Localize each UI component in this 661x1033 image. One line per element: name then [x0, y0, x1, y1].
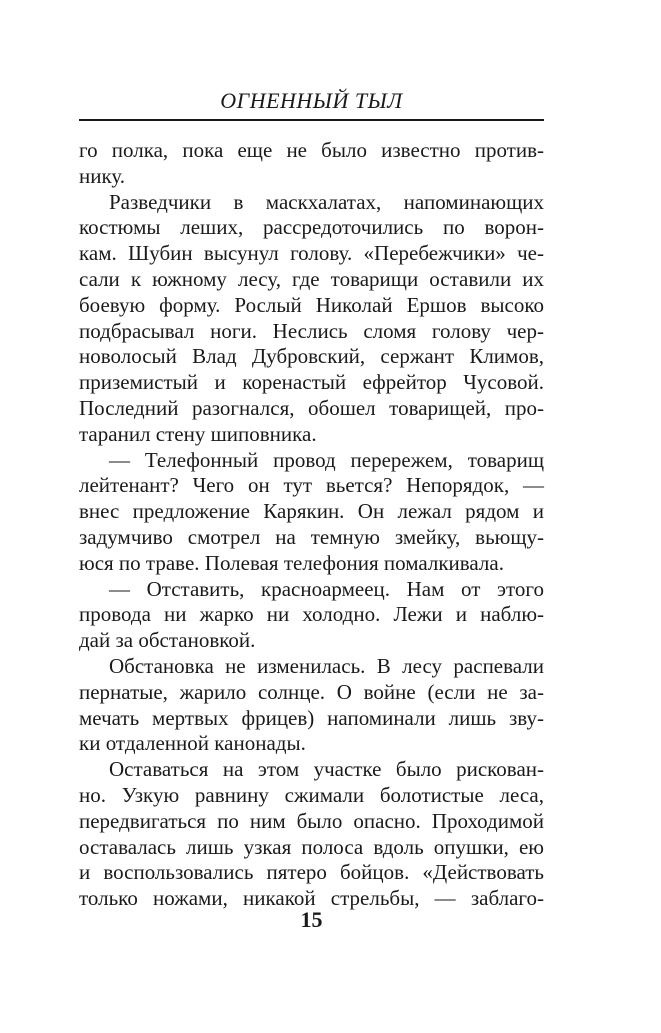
text-line: новолосый Влад Дубровский, сержант Климов,: [79, 344, 544, 369]
text-line: пернатые, жарило солнце. О войне (если не за-: [79, 679, 544, 704]
text-line: дай за обстановкой.: [79, 628, 256, 653]
text-line: но. Узкую равнину сжимали болотистые леса,: [79, 782, 544, 807]
header-rule: [79, 119, 544, 121]
text-line: мечать мертвых фрицев) напоминали лишь зву-: [79, 705, 544, 730]
page-number: 15: [300, 907, 323, 932]
text-line: нику.: [79, 163, 126, 188]
text-line: передвигаться по ним было опасно. Проходимой: [79, 808, 544, 833]
text-line: кам. Шубин высунул голову. «Перебежчики» че-: [79, 241, 544, 266]
running-head: ОГНЕННЫЙ ТЫЛ: [220, 88, 403, 113]
text-line: провода ни жарко ни холодно. Лежи и наблю-: [79, 602, 544, 627]
text-line: Обстановка не изменилась. В лесу распевали: [109, 653, 544, 678]
text-line: только ножами, никакой стрельбы, — заблаго-: [79, 886, 544, 911]
text-line: таранил стену шиповника.: [79, 421, 317, 446]
text-line: подбрасывал ноги. Неслись сломя голову чер-: [79, 318, 544, 343]
text-line: юся по траве. Полевая телефония помалкивала.: [79, 550, 504, 575]
text-line: Последний разогнался, обошел товарищей, про-: [79, 395, 544, 420]
text-line: и воспользовались пятеро бойцов. «Действовать: [79, 860, 544, 885]
text-line: внес предложение Карякин. Он лежал рядом и: [79, 499, 544, 524]
text-line: го полка, пока еще не было известно против-: [79, 138, 544, 162]
text-line: боевую форму. Рослый Николай Ершов высоко: [79, 292, 544, 317]
text-line: — Отставить, красноармеец. Нам от этого: [109, 576, 544, 601]
body-text: [79, 138, 544, 912]
text-line: Оставаться на этом участке было рискован-: [109, 757, 544, 782]
text-line: Разведчики в маскхалатах, напоминающих: [109, 189, 544, 214]
text-line: приземистый и коренастый ефрейтор Чусовой.: [79, 370, 544, 395]
text-line: сали к южному лесу, где товарищи оставили их: [79, 266, 544, 291]
text-line: задумчиво смотрел на темную змейку, вьющу-: [79, 524, 544, 549]
text-line: — Телефонный провод перережем, товарищ: [109, 447, 544, 472]
text-line: костюмы леших, рассредоточились по ворон-: [79, 215, 544, 240]
text-line: оставалась лишь узкая полоса вдоль опушки, ею: [79, 834, 544, 859]
text-line: лейтенант? Чего он тут вьется? Непорядок, —: [79, 473, 544, 498]
text-line: ки отдаленной канонады.: [79, 731, 306, 756]
